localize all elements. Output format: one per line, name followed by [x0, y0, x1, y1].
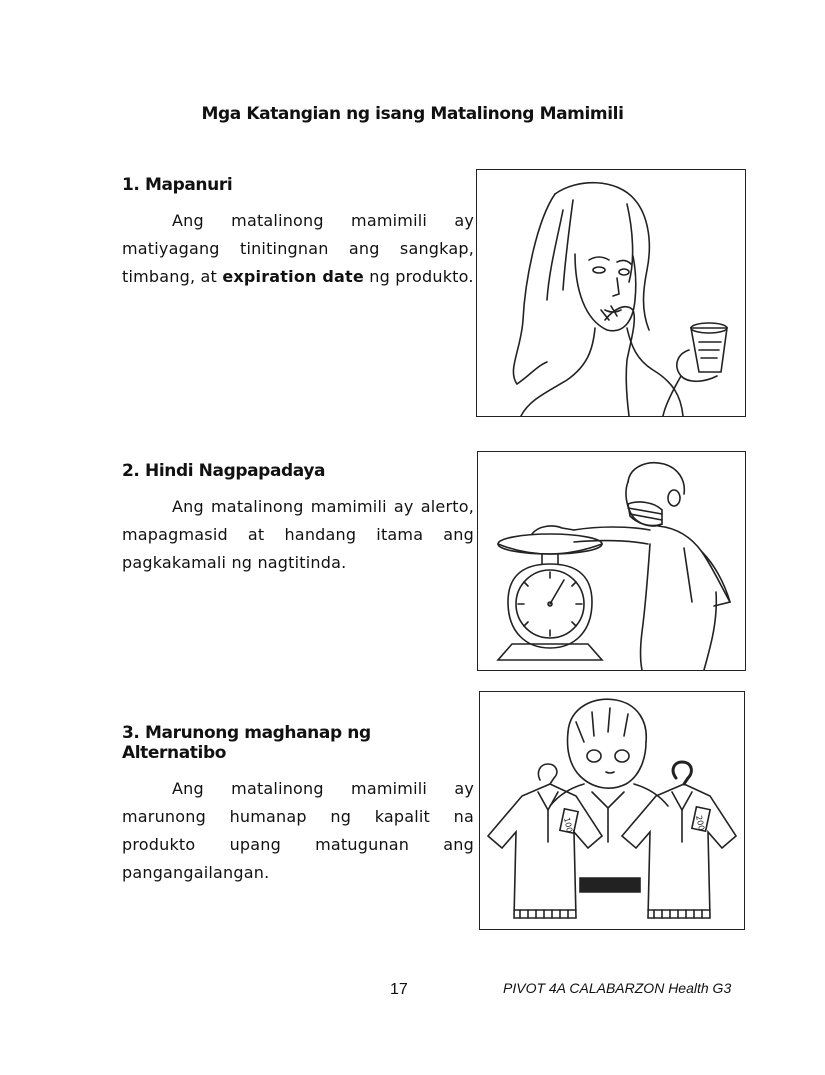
section-body [122, 207, 474, 291]
woman-inspecting-product-illustration [477, 170, 745, 416]
section-heading: 3. Marunong maghanap ng Alternatibo [122, 723, 371, 763]
illustration-frame-1 [476, 169, 746, 417]
illustration-frame-3 [479, 691, 745, 930]
section-heading: 1. Mapanuri [122, 175, 233, 195]
bold-term: expiration date [222, 267, 364, 286]
section-heading: 2. Hindi Nagpapadaya [122, 461, 326, 481]
footer-source: PIVOT 4A CALABARZON Health G3 [503, 980, 732, 996]
section-body: Ang matalinong mamimili ay alerto, mapagmasid at handang itama ang pagkakamali ng nagtitinda. [122, 497, 474, 572]
section-body: Ang matalinong mamimili ay marunong humanap ng kapalit na produkto upang matugunan ang pangangailangan. [122, 779, 474, 882]
boy-choosing-shirts-illustration [480, 692, 744, 929]
price-tag-right: 200 [694, 814, 707, 832]
body-text-part: ng produkto. [363, 267, 474, 286]
page-title: Mga Katangian ng isang Matalinong Mamimili [201, 104, 624, 124]
section-marunong-maghanap [122, 723, 474, 887]
section-hindi-nagpapadaya [122, 461, 474, 577]
page-number: 17 [390, 981, 408, 998]
section-mapanuri [122, 175, 474, 291]
illustration-frame-2 [477, 451, 746, 671]
weighing-scale-shopper-illustration [478, 452, 745, 670]
body-text-part: Ang matalinong mamimili ay matiyagang tinitingnan ang sangkap, timbang, at [122, 211, 474, 286]
price-tag-left: 100 [562, 816, 575, 834]
